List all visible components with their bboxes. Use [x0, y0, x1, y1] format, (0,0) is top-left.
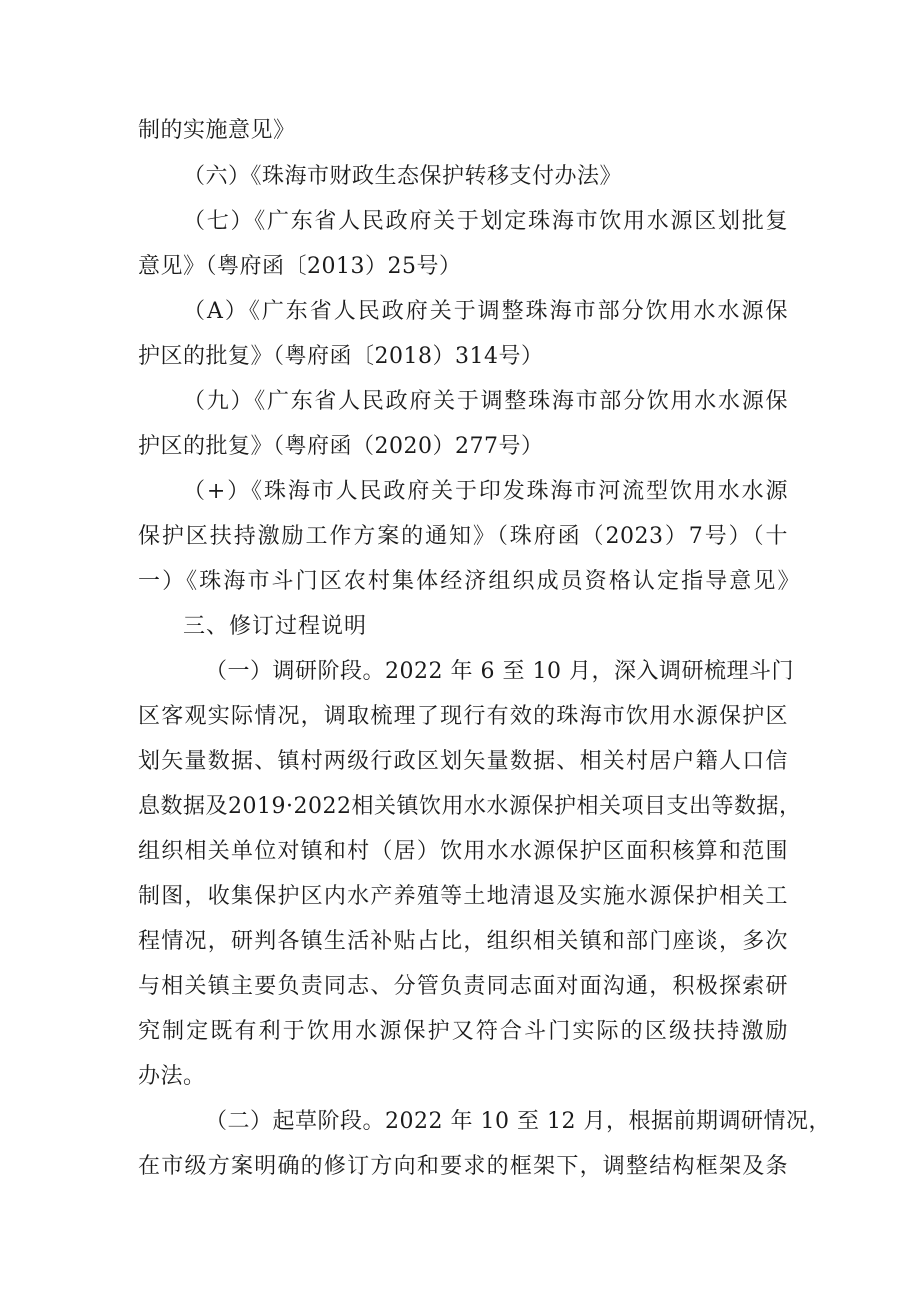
paragraph-line: 究制定既有利于饮用水源保护又符合斗门实际的区级扶持激励: [138, 1019, 788, 1044]
paragraph-line: 在市级方案明确的修订方向和要求的框架下，调整结构框架及条: [138, 1154, 788, 1179]
paragraph-line: 区客观实际情况，调取梳理了现行有效的珠海市饮用水源保护区: [138, 704, 788, 729]
paragraph-line: 制图，收集保护区内水产养殖等土地清退及实施水源保护相关工: [138, 884, 788, 909]
text-line: 意见》（粤府函〔2013）25号）: [138, 254, 462, 279]
text-line: 保护区扶持激励工作方案的通知》（珠府函（2023）7号）（十: [138, 524, 788, 549]
text-line: 制的实施意见》: [138, 118, 296, 143]
paragraph-line: 程情况，研判各镇生活补贴占比，组织相关镇和部门座谈，多次: [138, 929, 788, 954]
paragraph-line: 办法。: [138, 1064, 206, 1089]
paragraph-line: （一）调研阶段。2022 年 6 至 10 月，深入调研梳理斗门: [205, 659, 794, 684]
text-line: （A）《广东省人民政府关于调整珠海市部分饮用水水源保: [183, 299, 788, 324]
text-line: 一）《珠海市斗门区农村集体经济组织成员资格认定指导意见》: [138, 569, 800, 594]
paragraph-line: 组织相关单位对镇和村（居）饮用水水源保护区面积核算和范围: [138, 839, 788, 864]
text-line: （+）《珠海市人民政府关于印发珠海市河流型饮用水水源: [183, 479, 788, 504]
text-line: 护区的批复》（粤府函〔2018）314号）: [138, 344, 544, 369]
text-line: （六）《珠海市财政生态保护转移支付办法》: [183, 164, 623, 189]
paragraph-line: 划矢量数据、镇村两级行政区划矢量数据、相关村居户籍人口信: [138, 749, 788, 774]
paragraph-line: （二）起草阶段。2022 年 10 至 12 月，根据前期调研情况，: [205, 1109, 831, 1134]
text-line: 护区的批复》（粤府函（2020）277号）: [138, 434, 544, 459]
section-heading: 三、修订过程说明: [183, 614, 368, 639]
paragraph-line: 息数据及2019·2022相关镇饮用水水源保护相关项目支出等数据，: [138, 794, 802, 819]
text-line: （九）《广东省人民政府关于调整珠海市部分饮用水水源保: [183, 389, 788, 414]
text-line: （七）《广东省人民政府关于划定珠海市饮用水源区划批复: [183, 209, 788, 234]
paragraph-line: 与相关镇主要负责同志、分管负责同志面对面沟通，积极探索研: [138, 974, 788, 999]
